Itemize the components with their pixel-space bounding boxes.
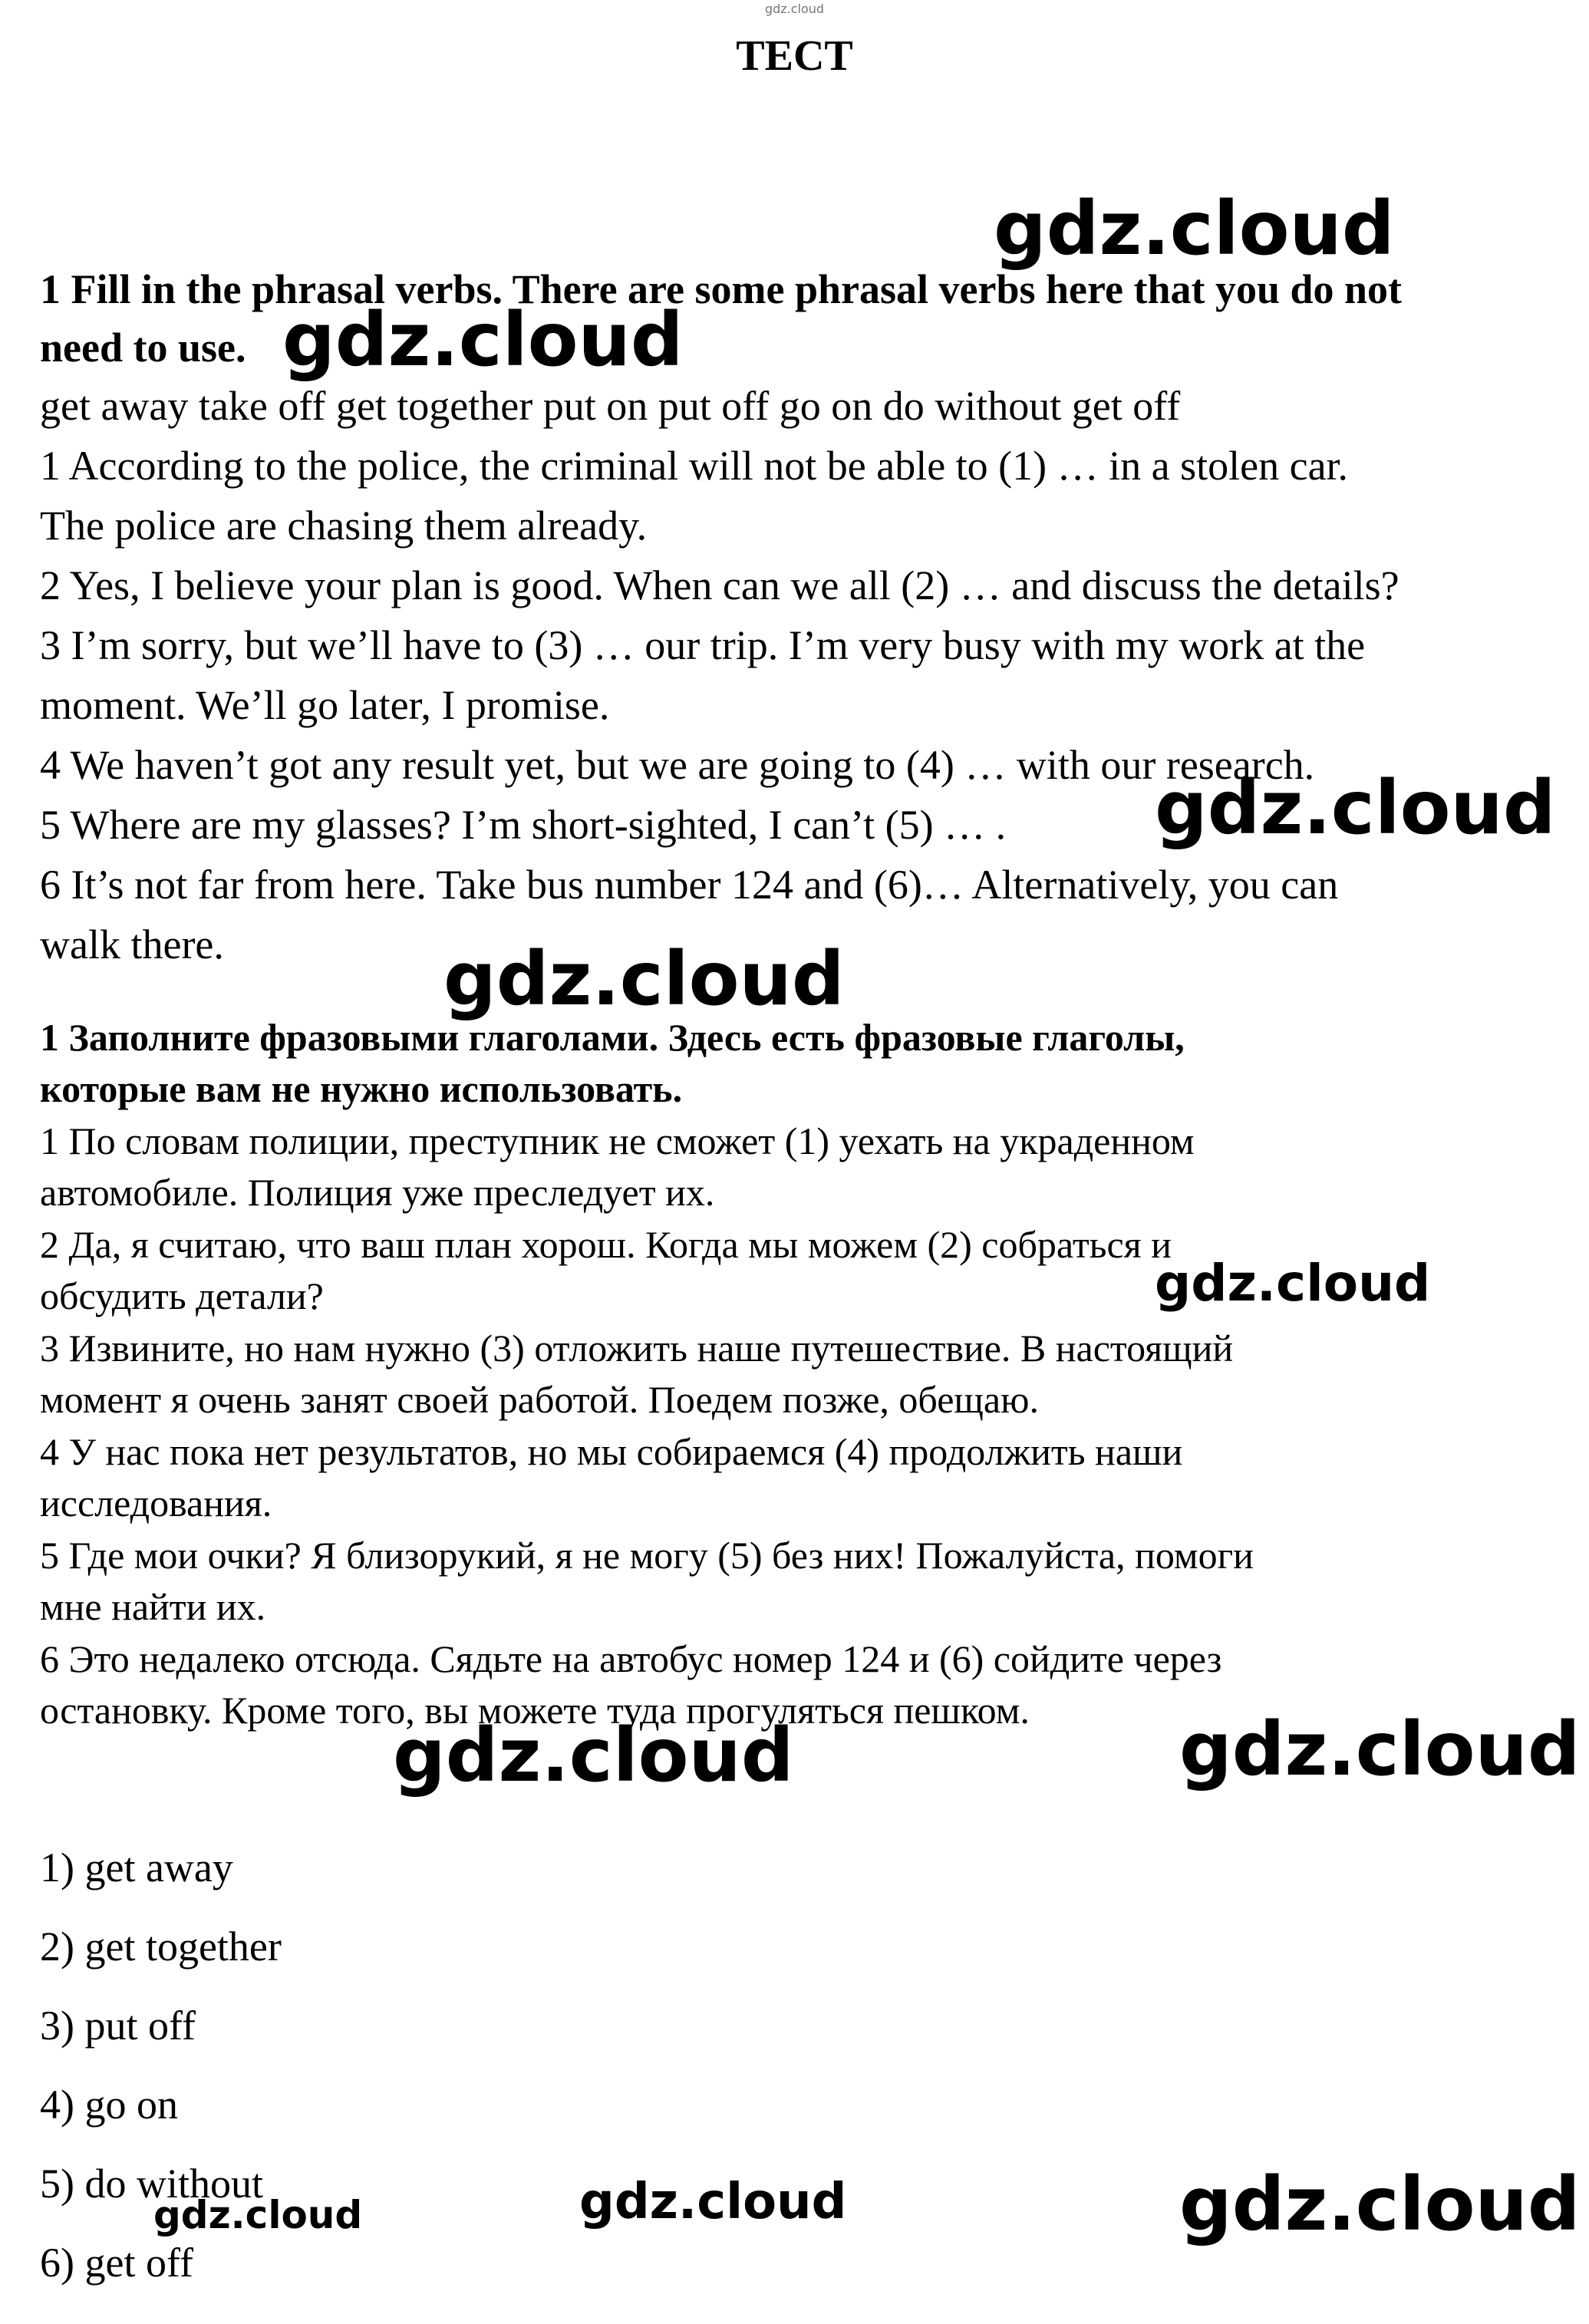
english-line: 3 I’m sorry, but we’ll have to (3) … our trip. I’m very busy with my work at the [40, 622, 1366, 668]
watermark: gdz.cloud [1179, 2161, 1581, 2247]
english-instruction-line2: need to use. [40, 325, 246, 371]
russian-line: 3 Извините, но нам нужно (3) отложить наше путешествие. В настоящий [40, 1327, 1234, 1370]
russian-instruction-line1: 1 Заполните фразовыми глаголами. Здесь есть фразовые глаголы, [40, 1016, 1185, 1059]
watermark: gdz.cloud [1155, 1254, 1431, 1313]
watermark: gdz.cloud [1179, 1706, 1581, 1792]
answer-item: 6) get off [40, 2240, 193, 2286]
russian-line: автомобиле. Полиция уже преследует их. [40, 1171, 715, 1214]
russian-line: 4 У нас пока нет результатов, но мы собираемся (4) продолжить наши [40, 1430, 1183, 1473]
russian-line: 1 По словам полиции, преступник не сможет (1) уехать на украденном [40, 1119, 1195, 1162]
russian-line: 6 Это недалеко отсюда. Сядьте на автобус номер 124 и (6) сойдите через [40, 1637, 1222, 1680]
russian-line: остановку. Кроме того, вы можете туда прогуляться пешком. [40, 1689, 1030, 1732]
english-line: moment. We’ll go later, I promise. [40, 682, 610, 728]
answer-item: 4) go on [40, 2082, 178, 2128]
english-line: walk there. [40, 921, 224, 968]
english-line: 6 It’s not far from here. Take bus number 124 and (6)… Alternatively, you can [40, 862, 1339, 908]
watermark: gdz.cloud [994, 186, 1395, 272]
answer-item: 2) get together [40, 1923, 282, 1970]
watermark: gdz.cloud [579, 2174, 847, 2230]
answer-item: 3) put off [40, 2003, 196, 2049]
russian-instruction-line2: которые вам не нужно использовать. [40, 1067, 683, 1110]
watermark: gdz.cloud [393, 1713, 794, 1798]
russian-line: обсудить детали? [40, 1274, 324, 1317]
russian-line: 2 Да, я считаю, что ваш план хорош. Когда мы можем (2) собраться и [40, 1223, 1172, 1266]
russian-line: мне найти их. [40, 1585, 266, 1628]
answer-item: 5) do without [40, 2161, 263, 2207]
english-line: 5 Where are my glasses? I’m short-sighted, I can’t (5) … . [40, 802, 1007, 848]
answer-item: 1) get away [40, 1844, 233, 1891]
page-title: ТЕСТ [736, 32, 853, 80]
english-line: 2 Yes, I believe your plan is good. When can we all (2) … and discuss the details? [40, 562, 1399, 608]
russian-line: исследования. [40, 1482, 272, 1525]
word-bank: get away take off get together put on put off go on do without get off [40, 383, 1181, 429]
watermark: gdz.cloud [1155, 765, 1556, 851]
english-line: 1 According to the police, the criminal will not be able to (1) … in a stolen car. [40, 443, 1349, 489]
english-instruction-line1: 1 Fill in the phrasal verbs. There are some phrasal verbs here that you do not [40, 266, 1403, 312]
english-line: 4 We haven’t got any result yet, but we are going to (4) … with our research. [40, 742, 1315, 788]
watermark: gdz.cloud [282, 297, 684, 383]
header-watermark: gdz.cloud [764, 2, 825, 16]
russian-line: 5 Где мои очки? Я близорукий, я не могу (5) без них! Пожалуйста, помоги [40, 1534, 1254, 1577]
watermark: gdz.cloud [443, 936, 845, 1022]
english-line: The police are chasing them already. [40, 503, 648, 549]
watermark: gdz.cloud [153, 2193, 363, 2237]
russian-line: момент я очень занят своей работой. Поедем позже, обещаю. [40, 1378, 1039, 1421]
